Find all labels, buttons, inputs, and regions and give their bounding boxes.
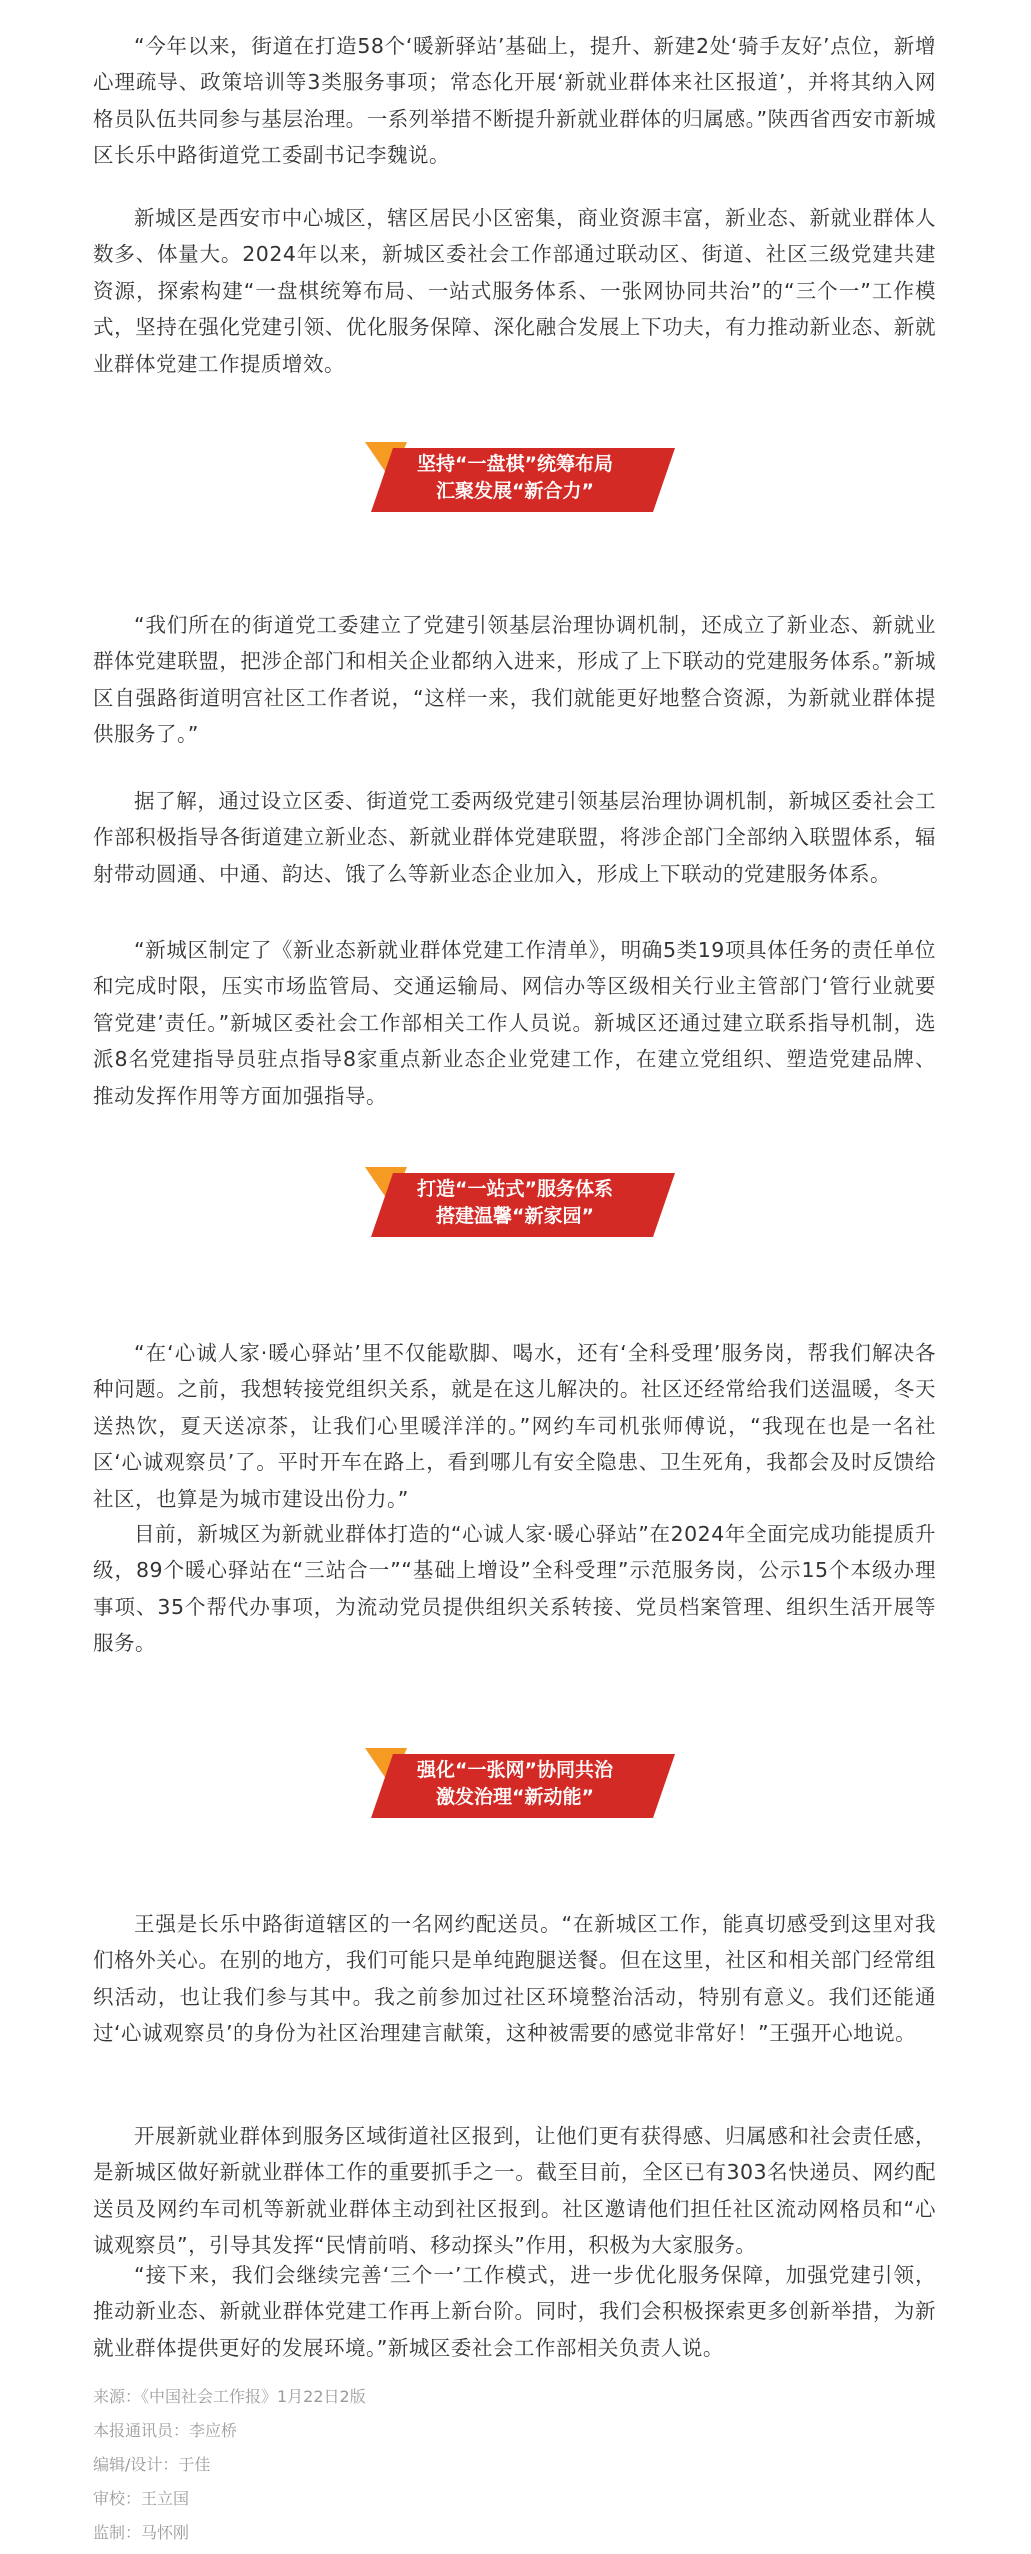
section-title-line1: 坚持“一盘棋”统筹布局 — [417, 453, 613, 475]
proofreader-line: 审校：王立国 — [93, 2489, 190, 2508]
paragraph-1: “今年以来，街道在打造58个‘暖新驿站’基础上，提升、新建2处‘骑手友好’点位，新增心理疏导、政策培训等3类服务事项；常态化开展‘新就业群体来社区报道’，并将其纳入网格员队伍共同参与基层治理。一系列举措不断提升新就业群体的归属感。”陕西省西安市新城区长乐中路街道党工委副书记李魏说。 — [93, 34, 936, 168]
paragraph-9: 开展新就业群体到服务区域街道社区报到，让他们更有获得感、归属感和社会责任感，是新城区做好新就业群体工作的重要抓手之一。截至目前，全区已有303名快递员、网约配送员及网约车司机等新就业群体主动到社区报到。社区邀请他们担任社区流动网格员和“心诚观察员”，引导其发挥“民情前哨、移动探头”作用，积极为大家服务。 — [93, 2124, 936, 2258]
section-banner-2 — [355, 1165, 675, 1241]
section-banner-1 — [355, 440, 675, 516]
paragraph-7: 目前，新城区为新就业群体打造的“心诚人家·暖心驿站”在2024年全面完成功能提质升级，89个暖心驿站在“三站合一”“基础上增设”全科受理”示范服务岗，公示15个本级办理事项、35个帮代办事项，为流动党员提供组织关系转接、党员档案管理、组织生活开展等服务。 — [93, 1522, 936, 1656]
section-title-line2: 搭建温馨“新家园” — [436, 1205, 594, 1227]
paragraph-4: 据了解，通过设立区委、街道党工委两级党建引领基层治理协调机制，新城区委社会工作部积极指导各街道建立新业态、新就业群体党建联盟，将涉企部门全部纳入联盟体系，辐射带动圆通、中通、韵达、饿了么等新业态企业加入，形成上下联动的党建服务体系。 — [93, 789, 936, 886]
paragraph-2: 新城区是西安市中心城区，辖区居民小区密集，商业资源丰富，新业态、新就业群体人数多、体量大。2024年以来，新城区委社会工作部通过联动区、街道、社区三级党建共建资源，探索构建“一盘棋统筹布局、一站式服务体系、一张网协同共治”的“三个一”工作模式，坚持在强化党建引领、优化服务保障、深化融合发展上下功夫，有力推动新业态、新就业群体党建工作提质增效。 — [93, 206, 936, 376]
paragraph-8: 王强是长乐中路街道辖区的一名网约配送员。“在新城区工作，能真切感受到这里对我们格外关心。在别的地方，我们可能只是单纯跑腿送餐。但在这里，社区和相关部门经常组织活动，也让我们参与其中。我之前参加过社区环境整治活动，特别有意义。我们还能通过‘心诚观察员’的身份为社区治理建言献策，这种被需要的感觉非常好！”王强开心地说。 — [93, 1912, 936, 2046]
section-title-line2: 汇聚发展“新合力” — [436, 480, 594, 502]
paragraph-3: “我们所在的街道党工委建立了党建引领基层治理协调机制，还成立了新业态、新就业群体党建联盟，把涉企部门和相关企业都纳入进来，形成了上下联动的党建服务体系。”新城区自强路街道明宫社区工作者说，“这样一来，我们就能更好地整合资源，为新就业群体提供服务了。” — [93, 613, 936, 747]
section-title-line1: 打造“一站式”服务体系 — [417, 1178, 613, 1200]
correspondent-line: 本报通讯员：李应桥 — [93, 2421, 238, 2440]
paragraph-5: “新城区制定了《新业态新就业群体党建工作清单》，明确5类19项具体任务的责任单位和完成时限，压实市场监管局、交通运输局、网信办等区级相关行业主管部门‘管行业就要管党建’责任。”新城区委社会工作部相关工作人员说。新城区还通过建立联系指导机制，选派8名党建指导员驻点指导8家重点新业态企业党建工作，在建立党组织、塑造党建品牌、推动发挥作用等方面加强指导。 — [93, 938, 936, 1108]
editor-line: 编辑/设计：于佳 — [93, 2455, 211, 2474]
section-title-line2: 激发治理“新动能” — [436, 1786, 594, 1808]
article-credits — [93, 2384, 893, 2554]
supervisor-line: 监制：马怀刚 — [93, 2523, 190, 2542]
section-title-line1: 强化“一张网”协同共治 — [417, 1759, 613, 1781]
source-line: 来源：《中国社会工作报》1月22日2版 — [93, 2387, 366, 2406]
paragraph-6: “在‘心诚人家·暖心驿站’里不仅能歇脚、喝水，还有‘全科受理’服务岗，帮我们解决各种问题。之前，我想转接党组织关系，就是在这儿解决的。社区还经常给我们送温暖，冬天送热饮，夏天送凉茶，让我们心里暖洋洋的。”网约车司机张师傅说，“我现在也是一名社区‘心诚观察员’了。平时开车在路上，看到哪儿有安全隐患、卫生死角，我都会及时反馈给社区，也算是为城市建设出份力。” — [93, 1341, 936, 1511]
section-banner-3 — [355, 1746, 675, 1822]
paragraph-10: “接下来，我们会继续完善‘三个一’工作模式，进一步优化服务保障，加强党建引领，推动新业态、新就业群体党建工作再上新台阶。同时，我们会积极探索更多创新举措，为新就业群体提供更好的发展环境。”新城区委社会工作部相关负责人说。 — [93, 2263, 936, 2360]
